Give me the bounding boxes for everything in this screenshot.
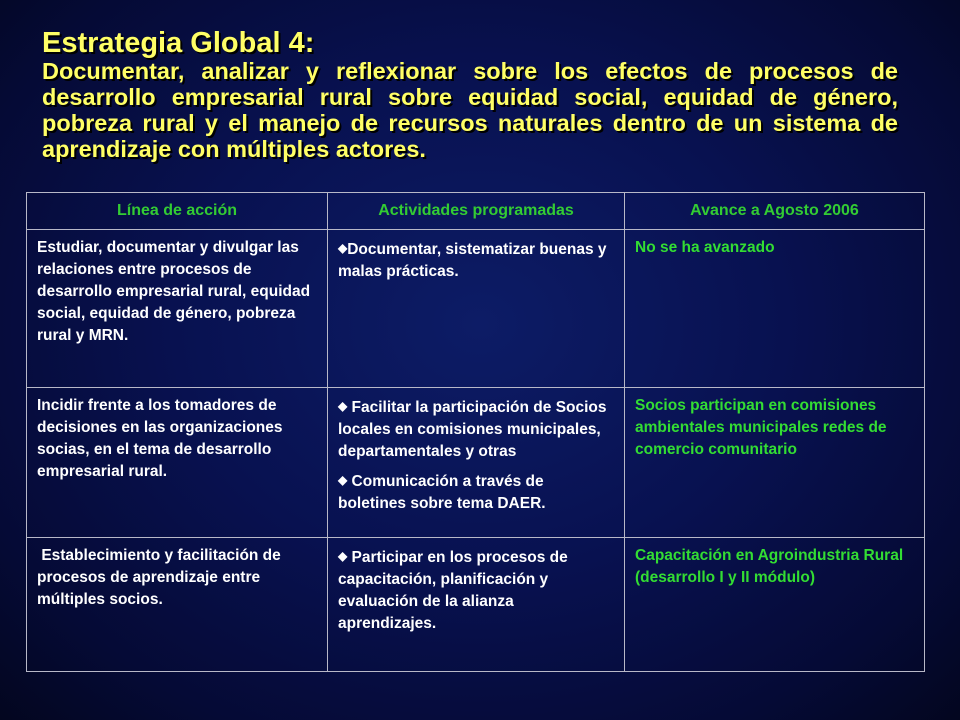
header-avance: Avance a Agosto 2006 bbox=[625, 193, 925, 230]
table-header-row bbox=[27, 193, 925, 230]
table-row bbox=[27, 538, 925, 672]
cell-avance: No se ha avanzado bbox=[625, 230, 925, 388]
cell-avance: Socios participan en comisiones ambientales municipales redes de comercio comunitario bbox=[625, 388, 925, 538]
diamond-bullet-icon: ◆ bbox=[338, 399, 348, 413]
diamond-bullet-icon: ◆ bbox=[338, 473, 348, 487]
activity-text: Documentar, sistematizar buenas y malas prácticas. bbox=[338, 241, 607, 280]
linea-text: Establecimiento y facilitación de procesos de aprendizaje entre múltiples socios. bbox=[37, 547, 281, 608]
header-actividades-programadas: Actividades programadas bbox=[328, 193, 625, 230]
cell-actividades bbox=[328, 388, 625, 538]
title-block bbox=[42, 28, 898, 162]
cell-avance: Capacitación en Agroindustria Rural (desarrollo I y II módulo) bbox=[625, 538, 925, 672]
cell-actividades bbox=[328, 230, 625, 388]
slide-title: Estrategia Global 4: bbox=[42, 27, 315, 59]
header-linea-de-accion: Línea de acción bbox=[27, 193, 328, 230]
table-row bbox=[27, 230, 925, 388]
strategy-table bbox=[26, 192, 925, 672]
cell-linea: Incidir frente a los tomadores de decisiones en las organizaciones socias, en el tema de desarrollo empresarial rural. bbox=[27, 388, 328, 538]
activity-text: Participar en los procesos de capacitación, planificación y evaluación de la alianza aprendizajes. bbox=[338, 549, 568, 632]
cell-actividades bbox=[328, 538, 625, 672]
activity-item bbox=[338, 545, 614, 635]
slide-subtitle: Documentar, analizar y reflexionar sobre los efectos de procesos de desarrollo empresarial rural sobre equidad social, equidad de género, pobreza rural y el manejo de recursos naturales dentro de un sistema de aprendizaje con múltiples actores. bbox=[42, 58, 898, 162]
diamond-bullet-icon: ◆ bbox=[338, 241, 348, 255]
cell-linea: Estudiar, documentar y divulgar las relaciones entre procesos de desarrollo empresarial rural, equidad social, equidad de género, pobreza rural y MRN. bbox=[27, 230, 328, 388]
activity-item bbox=[338, 237, 614, 283]
activity-item bbox=[338, 469, 614, 515]
cell-linea bbox=[27, 538, 328, 672]
table-row bbox=[27, 388, 925, 538]
activity-item bbox=[338, 395, 614, 463]
activity-text: Comunicación a través de boletines sobre tema DAER. bbox=[338, 473, 546, 512]
diamond-bullet-icon: ◆ bbox=[338, 549, 348, 563]
activity-text: Facilitar la participación de Socios locales en comisiones municipales, departamentales y otras bbox=[338, 399, 607, 460]
